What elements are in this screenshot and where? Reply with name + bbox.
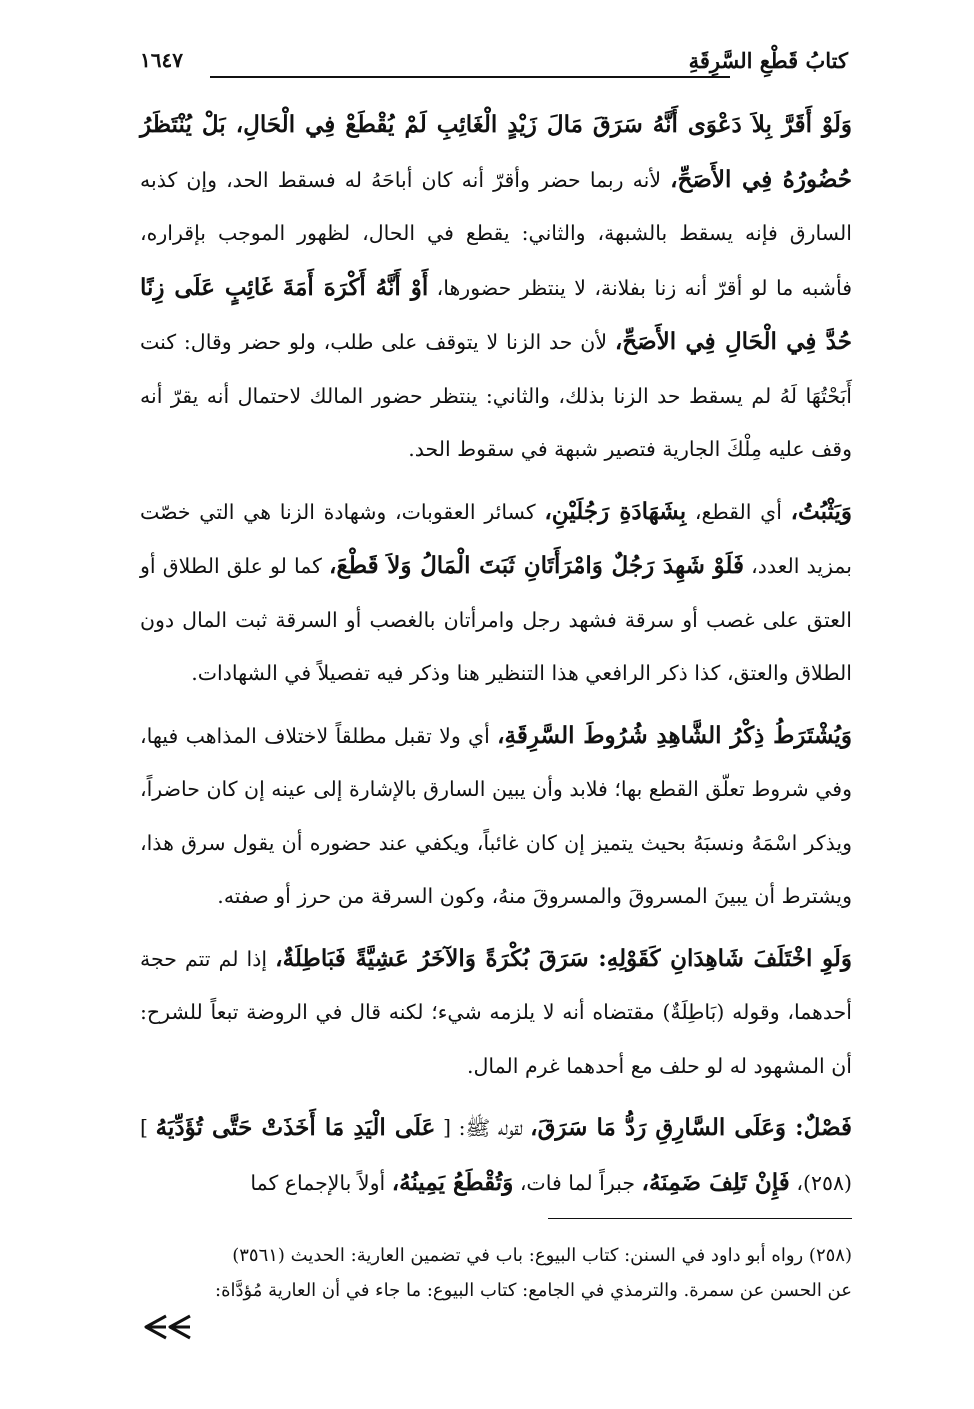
footnote-line: عن الحسن عن سمرة. والترمذي في الجامع: كتاب البيوع: ما جاء في أن العارية مُؤدَّاة: xyxy=(215,1280,852,1301)
footnotes xyxy=(140,1238,852,1308)
continuation-arrow-icon xyxy=(142,1313,194,1341)
matn-text: وَيَثْبُتُ، xyxy=(790,497,853,525)
page-number: ١٦٤٧ xyxy=(140,48,183,72)
commentary-text: لقوله ﷺ: [ xyxy=(435,1116,531,1140)
commentary-text: أي القطع، xyxy=(686,499,791,524)
footnote-separator xyxy=(548,1218,852,1219)
header-rule xyxy=(210,76,730,78)
paragraph xyxy=(140,709,852,924)
matn-text: فَإِنْ تَلِفَ ضَمِنَهُ، xyxy=(641,1168,790,1196)
matn-text: وَلَوِ اخْتَلَفَ شَاهِدَانِ كَقَوْلِهِ: سَرَقَ بُكْرَةً وَالآخَرُ عَشِيَّةً فَبَاطِلَةٌ، xyxy=(275,944,852,972)
paragraph xyxy=(140,485,852,701)
running-header xyxy=(140,48,848,82)
matn-text: فَصْلٌ: وَعَلَى السَّارِقِ رَدُّ مَا سَرَقَ، xyxy=(530,1114,852,1141)
footnote-line: (٢٥٨) رواه أبو داود في السنن: كتاب البيوع: باب في تضمين العارية: الحديث (٣٥٦١) xyxy=(232,1245,852,1266)
commentary-text: إذا لم تتم حجة أحدهما، وقوله (بَاطِلَةٌ) مقتضاه أنه لا يلزمه شيء؛ لكنه قال في الروضة تبعاً للشرح: أن المشهود له لو حلف مع أحدهما غرم المال. xyxy=(140,946,852,1078)
paragraph xyxy=(140,932,852,1094)
chapter-title: كتابُ قَطْعِ السَّرِقَةِ xyxy=(688,48,848,73)
commentary-text: كما لو علق الطلاق أو العتق على غصب أو سرقة فشهد رجل وامرأتان بالغصب أو السرقة ثبت المال دون الطلاق والعتق، كذا ذكر الرافعي هذا التنظير هنا وذكر فيه تفصيلاً في الشهادات. xyxy=(140,554,852,685)
matn-text: بِشَهَادَةِ رَجُلَيْنِ، xyxy=(544,497,687,525)
paragraph xyxy=(140,98,852,477)
commentary-text: أي ولا تقبل مطلقاً لاختلاف المذاهب فيها، وفي شروط تعلّق القطع بها؛ فلابد وأن يبين السارق بالإشارة إلى عينه إن كان حاضراً، ويذكر اسْمَهُ ونسبَهُ بحيث يتميز إن كان غائباً، ويكفي عند حضوره أن يقول سرق هذا، ويشترط أن يبينَ المسروقَ والمسروقَ منهُ، وكون السرقة من حرز أو صفته. xyxy=(140,723,852,908)
commentary-text: لأنه ربما حضر وأقرّ أنه كان أباحَهُ له فسقط الحد، وإن كذبه السارق فإنه يسقط بالشبهة، والثاني: يقطع في الحال، لظهور الموجب بإقراره، فأشبه ما لو أقرّ أنه زنا بفلانة، لا ينتظر حضورها، xyxy=(140,167,852,300)
matn-text: أَوْ أَنَّهُ أَكْرَهَ أَمَةَ غَائِبٍ عَلَى زِنًا حُدَّ فِي الْحَالِ فِي الأَصَحِّ، xyxy=(140,273,853,355)
matn-text: وَلَوْ أَقَرَّ بِلاَ دَعْوَى أَنَّهُ سَرَقَ مَالَ زَيْدٍ الْغَائِبِ لَمْ يُقْطَعْ فِي الْحَالِ، بَلْ يُنْتَظَرُ حُضُورُهُ فِي الأَصَحِّ، xyxy=(140,111,852,193)
commentary-text: جبراً لما فات، xyxy=(513,1170,642,1195)
commentary-text: لأن حد الزنا لا يتوقف على طلب، ولو حضر وقال: كنت أَبَحْتُهَا لَهُ لم يسقط حد الزنا بذلك، والثاني: ينتظر حضور المالك لاحتمال أنه يقرّ أنه وقف عليه مِلْكَ الجارية فتصير شبهة في سقوط الحد. xyxy=(140,330,852,461)
matn-text: وَتُقْطَعُ يَمِينُهُ، xyxy=(391,1168,514,1196)
main-text xyxy=(140,98,852,1210)
paragraph xyxy=(140,1101,852,1210)
commentary-text: ](٢٥٨)، xyxy=(140,1116,852,1195)
matn-text: فَلَوْ شَهِدَ رَجُلٌ وَامْرَأَتَانِ ثَبَتَ الْمَالُ وَلاَ قَطْعَ، xyxy=(329,552,744,579)
commentary-text: كسائر العقوبات، وشهادة الزنا هي التي خصّت بمزيد العدد، xyxy=(140,499,852,578)
hadith-text: عَلَى الْيَدِ مَا أَخَذَتْ حَتَّى تُؤَدِّيَهُ xyxy=(155,1114,436,1141)
commentary-text: أولاً بالإجماع كما xyxy=(250,1170,392,1195)
matn-text: وَيُشْتَرَطُ ذِكْرُ الشَّاهِدِ شُرُوطَ السَّرِقَةِ، xyxy=(497,721,852,749)
